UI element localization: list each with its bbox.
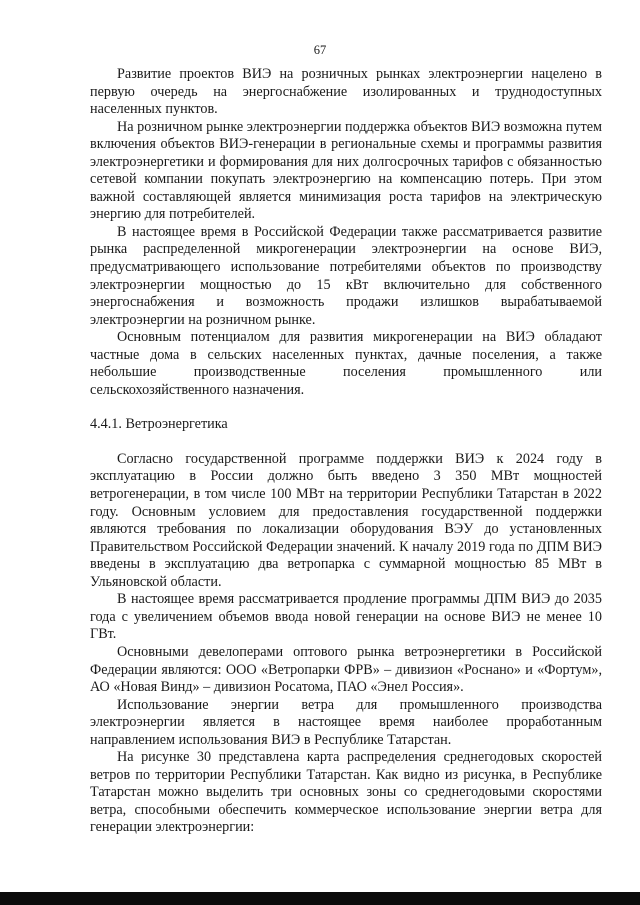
- paragraph-state-program: Согласно государственной программе поддержки ВИЭ к 2024 году в эксплуатацию в России должно быть введено 3 350 МВт мощностей ветрогенерации, в том числе 100 МВт на территории Республики Татарстан в 2022 году. Основным условием для предоставления государственной поддержки являются требования по локализации оборудования ВЭУ до установленных Правительством Российской Федерации значений. К началу 2019 года по ДПМ ВИЭ введены в эксплуатацию два ветропарка с суммарной мощностью 85 МВт в Ульяновской области.: [90, 450, 602, 590]
- paragraph-retail-support: На розничном рынке электроэнергии поддержка объектов ВИЭ возможна путем включения объектов ВИЭ-генерации в региональные схемы и программы развития электроэнергетики и формирования для них долгосрочных тарифов с обязанностью сетевой компании покупать электроэнергию на компенсацию потерь. При этом важной составляющей является минимизация роста тарифов на электрическую энергию для потребителей.: [90, 118, 602, 223]
- section-heading: 4.4.1. Ветроэнергетика: [90, 416, 228, 433]
- paragraph-figure-reference: На рисунке 30 представлена карта распределения среднегодовых скоростей ветров по территории Республики Татарстан. Как видно из рисунка, в Республике Татарстан можно выделить три основных зоны со среднегодовыми скоростями ветра, способными обеспечить коммерческое использование энергии ветра для генерации электроэнергии:: [90, 749, 602, 836]
- scan-bottom-edge: [0, 892, 640, 905]
- paragraph-developers: Основными девелоперами оптового рынка ветроэнергетики в Российской Федерации являются: ООО «Ветропарки ФРВ» – дивизион «Роснано» и «Фортум», АО «Новая Винд» – дивизион Росатома, ПАО «Энел Россия».: [90, 643, 602, 696]
- page-body: [90, 66, 602, 837]
- paragraph-microgeneration: В настоящее время в Российской Федерации также рассматривается развитие рынка распределенной микрогенерации электроэнергии на основе ВИЭ, предусматривающего использование потребителями объектов по производству электроэнергии мощностью до 15 кВт включительно для собственного энергоснабжения и возможность продажи излишков вырабатываемой электроэнергии на розничном рынке.: [90, 223, 602, 328]
- paragraph-microgeneration-potential: Основным потенциалом для развития микрогенерации на ВИЭ обладают частные дома в сельских населенных пунктах, дачные поселения, а также небольшие производственные поселения промышленного или сельскохозяйственного назначения.: [90, 329, 602, 398]
- paragraph-retail-markets: Развитие проектов ВИЭ на розничных рынках электроэнергии нацелено в первую очередь на энергоснабжение изолированных и труднодоступных населенных пунктов.: [90, 66, 602, 118]
- page-number: 67: [313, 43, 327, 57]
- paragraph-wind-usage: Использование энергии ветра для промышленного производства электроэнергии является в настоящее время наиболее проработанным направлением использования ВИЭ в Республике Татарстан.: [90, 696, 602, 748]
- paragraph-dpm-extension: В настоящее время рассматривается продление программы ДПМ ВИЭ до 2035 года с увеличением объемов ввода новой генерации на основе ВИЭ не менее 10 ГВт.: [90, 591, 602, 643]
